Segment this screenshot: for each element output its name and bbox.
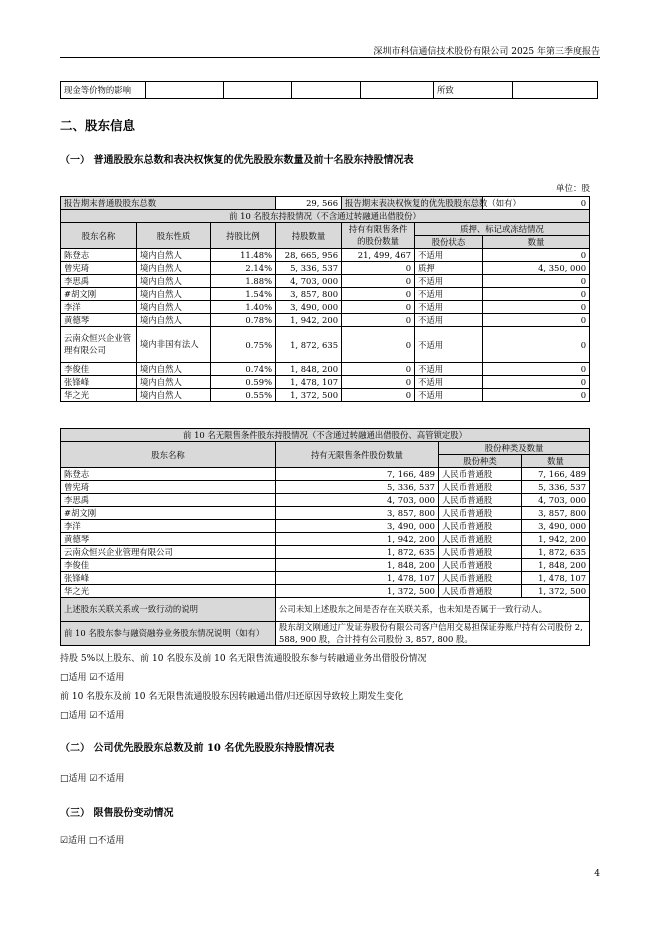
related-party-label: 上述股东关联关系或一致行动的说明 [61,598,276,622]
change-note: 前 10 名股东及前 10 名无限售流通股股东因转融通出借/归还原因导致较上期发生变化 [60,692,404,702]
pledge-status: 质押 [415,262,483,275]
table-row [61,314,590,327]
u-share-type: 人民币普通股 [439,585,522,598]
holder-nature: 境内非国有法人 [137,327,211,363]
holding-qty: 5, 336, 537 [276,262,342,275]
pledge-status: 不适用 [415,376,483,389]
u-qty: 1, 872, 635 [276,546,439,559]
holding-ratio: 0.55% [211,389,276,402]
restricted-qty: 0 [342,288,415,301]
table-row [61,481,590,494]
table-row [61,546,590,559]
holding-qty: 3, 857, 800 [276,288,342,301]
unrestricted-title: 前 10 名无限售条件股东持股情况（不含通过转融通出借股份、高管锁定股） [61,429,590,442]
margin-trading-label: 前 10 名股东参与融资融券业务股东情况说明（如有） [61,622,276,646]
holding-ratio: 2.14% [211,262,276,275]
col-holder-nature: 股东性质 [137,223,211,249]
restricted-qty: 0 [342,363,415,376]
u-share-count: 1, 848, 200 [522,559,590,572]
pledge-count: 0 [483,363,590,376]
table-row [61,507,590,520]
u-share-type: 人民币普通股 [439,572,522,585]
table-row [61,533,590,546]
pledge-count: 0 [483,288,590,301]
u-holder-name: 华之光 [61,585,276,598]
u-share-type: 人民币普通股 [439,559,522,572]
u-holder-name: #胡文刚 [61,507,276,520]
restricted-qty: 0 [342,389,415,402]
pledge-status: 不适用 [415,288,483,301]
col-pledge-count: 数量 [483,236,590,249]
subsection-3-option: ☑适用 □不适用 [60,836,125,846]
u-share-count: 1, 872, 635 [522,546,590,559]
u-share-count: 5, 336, 537 [522,481,590,494]
table-row [61,288,590,301]
u-share-count: 1, 478, 107 [522,572,590,585]
pref-holders-value: 0 [483,197,590,210]
pledge-count: 0 [483,275,590,288]
holding-qty: 1, 478, 107 [276,376,342,389]
restricted-qty: 0 [342,275,415,288]
u-share-type: 人民币普通股 [439,533,522,546]
table-row [61,585,590,598]
pledge-count: 0 [483,389,590,402]
u-qty: 4, 703, 000 [276,494,439,507]
u-share-type: 人民币普通股 [439,468,522,481]
restricted-qty: 0 [342,376,415,389]
pledge-count: 4, 350, 000 [483,262,590,275]
holder-nature: 境内自然人 [137,389,211,402]
u-share-type: 人民币普通股 [439,520,522,533]
holder-name: 曾宪琦 [61,262,137,275]
holder-name: 黄德琴 [61,314,137,327]
margin-trading-row [61,622,590,646]
u-holder-name: 张锋峰 [61,572,276,585]
holding-ratio: 0.59% [211,376,276,389]
pledge-status: 不适用 [415,275,483,288]
holder-nature: 境内自然人 [137,249,211,262]
col-u-qty: 持有无限售条件股份数量 [276,442,439,468]
u-share-count: 3, 857, 800 [522,507,590,520]
restricted-qty: 0 [342,301,415,314]
holder-name: 李洋 [61,301,137,314]
pledge-status: 不适用 [415,249,483,262]
u-holder-name: 曾宪琦 [61,481,276,494]
u-qty: 1, 372, 500 [276,585,439,598]
pledge-status: 不适用 [415,327,483,363]
holder-name: 李俊佳 [61,363,137,376]
pledge-count: 0 [483,249,590,262]
restricted-qty: 21, 499, 467 [342,249,415,262]
u-share-count: 7, 166, 489 [522,468,590,481]
u-share-count: 1, 942, 200 [522,533,590,546]
holder-name: #胡文刚 [61,288,137,301]
u-share-type: 人民币普通股 [439,507,522,520]
table-row [61,363,590,376]
u-share-type: 人民币普通股 [439,546,522,559]
top10-title: 前 10 名股东持股情况（不含通过转融通出借股份） [61,210,590,223]
pledge-count: 0 [483,314,590,327]
common-holders-label: 报告期末普通股股东总数 [61,197,276,210]
holding-qty: 28, 665, 956 [276,249,342,262]
lending-note: 持股 5%以上股东、前 10 名股东及前 10 名无限售流通股股东参与转融通业务出借股份情况 [60,654,427,664]
holding-ratio: 1.88% [211,275,276,288]
lending-option: □适用 ☑不适用 [60,673,125,683]
u-share-type: 人民币普通股 [439,494,522,507]
pledge-count: 0 [483,301,590,314]
holding-ratio: 1.40% [211,301,276,314]
table-row [61,389,590,402]
holding-qty: 4, 703, 000 [276,275,342,288]
pledge-status: 不适用 [415,363,483,376]
col-u-type: 股份种类 [439,455,522,468]
related-party-row [61,598,590,622]
u-holder-name: 李洋 [61,520,276,533]
holding-qty: 1, 872, 635 [276,327,342,363]
u-holder-name: 李思禹 [61,494,276,507]
holder-nature: 境内自然人 [137,301,211,314]
u-share-count: 3, 490, 000 [522,520,590,533]
margin-trading-text: 股东胡文刚通过广发证券股份有限公司客户信用交易担保证券账户持有公司股份 2, 588, 900 股，合计持有公司股份 3, 857, 800 股。 [276,622,590,646]
subsection-3-title: （三） 限售股份变动情况 [60,808,174,819]
holding-ratio: 0.75% [211,327,276,363]
page-number: 4 [594,869,600,879]
u-holder-name: 李俊佳 [61,559,276,572]
holder-nature: 境内自然人 [137,288,211,301]
restricted-qty: 0 [342,262,415,275]
subsection-2-option: □适用 ☑不适用 [60,774,125,784]
col-holder-name: 股东名称 [61,223,137,249]
table-row [61,559,590,572]
shareholder-table [60,196,590,402]
holder-name: 陈登志 [61,249,137,262]
table-row [61,376,590,389]
cash-row-reason: 所致 [434,82,513,99]
holding-ratio: 0.74% [211,363,276,376]
cash-row-table [60,81,598,99]
holder-nature: 境内自然人 [137,376,211,389]
holder-nature: 境内自然人 [137,262,211,275]
col-restricted-qty: 持有有限售条件的股份数量 [342,223,415,249]
change-option: □适用 ☑不适用 [60,711,125,721]
common-holders-value: 29, 566 [276,197,342,210]
pledge-status: 不适用 [415,389,483,402]
holder-nature: 境内自然人 [137,363,211,376]
table-row [61,572,590,585]
holding-ratio: 1.54% [211,288,276,301]
subsection-2-title: （二） 公司优先股股东总数及前 10 名优先股股东持股情况表 [60,743,335,754]
u-qty: 5, 336, 537 [276,481,439,494]
related-party-text: 公司未知上述股东之间是否存在关联关系，也未知是否属于一致行动人。 [276,598,590,622]
unit-label: 单位：股 [555,184,590,194]
u-qty: 1, 848, 200 [276,559,439,572]
u-holder-name: 黄德琴 [61,533,276,546]
u-qty: 3, 490, 000 [276,520,439,533]
holder-name: 华之光 [61,389,137,402]
restricted-qty: 0 [342,314,415,327]
pledge-status: 不适用 [415,301,483,314]
col-u-name: 股东名称 [61,442,276,468]
holding-qty: 1, 372, 500 [276,389,342,402]
holder-name: 李思禹 [61,275,137,288]
table-row [61,301,590,314]
holder-name: 张锋峰 [61,376,137,389]
table-row [61,494,590,507]
unrestricted-table [60,428,590,646]
pref-holders-label: 报告期末表决权恢复的优先股股东总数（如有） [342,197,483,210]
u-qty: 1, 478, 107 [276,572,439,585]
pledge-status: 不适用 [415,314,483,327]
u-qty: 1, 942, 200 [276,533,439,546]
u-holder-name: 云南众恒兴企业管理有限公司 [61,546,276,559]
holder-nature: 境内自然人 [137,275,211,288]
holding-qty: 1, 848, 200 [276,363,342,376]
report-header: 深圳市科信通信技术股份有限公司 2025 年第三季度报告 [373,47,600,57]
table-row [61,327,590,363]
section-title: 二、股东信息 [60,118,136,133]
col-holding-qty: 持股数量 [276,223,342,249]
u-holder-name: 陈登志 [61,468,276,481]
u-share-count: 4, 703, 000 [522,494,590,507]
cash-row-label: 现金等价物的影响 [61,82,146,99]
col-u-kind: 股份种类及数量 [439,442,590,455]
holding-qty: 1, 942, 200 [276,314,342,327]
col-u-count: 数量 [522,455,590,468]
restricted-qty: 0 [342,327,415,363]
table-row [61,249,590,262]
holding-ratio: 0.78% [211,314,276,327]
pledge-count: 0 [483,327,590,363]
u-share-type: 人民币普通股 [439,481,522,494]
subsection-1-title: （一） 普通股股东总数和表决权恢复的优先股股东数量及前十名股东持股情况表 [60,155,414,166]
u-qty: 7, 166, 489 [276,468,439,481]
table-row [61,520,590,533]
table-row [61,275,590,288]
table-row [61,262,590,275]
holding-ratio: 11.48% [211,249,276,262]
u-share-count: 1, 372, 500 [522,585,590,598]
holder-name: 云南众恒兴企业管理有限公司 [61,327,137,363]
pledge-count: 0 [483,376,590,389]
header-rule [60,57,600,58]
holding-qty: 3, 490, 000 [276,301,342,314]
holder-nature: 境内自然人 [137,314,211,327]
col-pledge: 质押、标记或冻结情况 [415,223,590,236]
u-qty: 3, 857, 800 [276,507,439,520]
col-holding-ratio: 持股比例 [211,223,276,249]
col-pledge-status: 股份状态 [415,236,483,249]
table-row [61,468,590,481]
